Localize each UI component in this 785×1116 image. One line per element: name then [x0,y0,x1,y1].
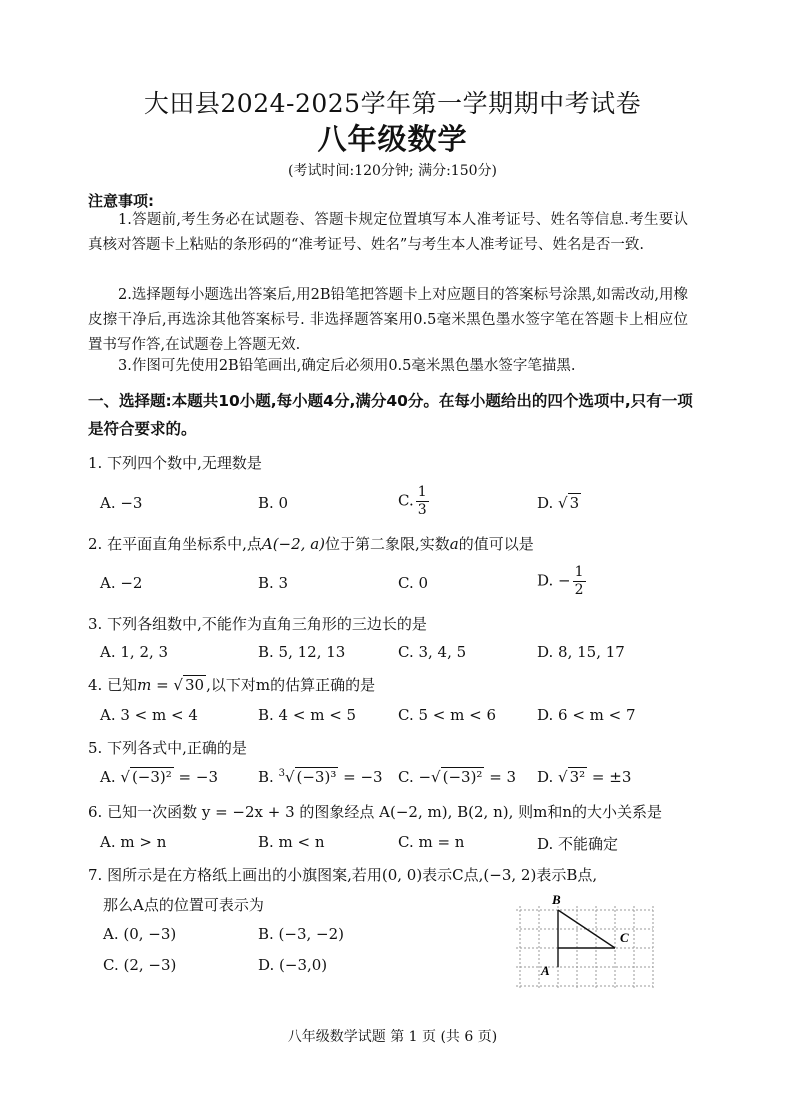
q2-option-d [537,564,586,599]
point-c-label: C [620,930,629,945]
q4-variable: m = [137,676,174,694]
exam-title: 大田县2024-2025学年第一学期期中考试卷 [143,89,642,118]
radicand: (−3)² [442,768,483,786]
fraction-numerator: 1 [574,564,584,580]
q6-option-a: A. m > n [100,833,167,851]
q2-option-b: B. 3 [258,574,289,592]
notice-item-1: 1.答题前,考生务必在试题卷、答题卡规定位置填写本人准考证号、姓名等信息.考生要认真核对答题卡上粘贴的条形码的“准考证号、姓名”与考生本人准考证号、姓名是否一致. [88,212,688,253]
radicand: 30 [184,676,205,694]
q2-option-c: C. 0 [398,574,429,592]
q6-option-b: B. m < n [258,833,325,851]
question-7-stem-line2: 那么A点的位置可表示为 [103,896,264,914]
q5-option-b-rhs: = −3 [338,768,383,786]
fraction-numerator: 1 [417,484,427,500]
q4-option-b: B. 4 < m < 5 [258,706,357,724]
q7-flag-grid-figure [508,890,658,995]
q2-option-d-fraction [573,564,586,599]
q6-option-c: C. m = n [398,833,465,851]
q3-option-d: D. 8, 15, 17 [537,643,625,661]
q5-option-a-prefix: A. [100,768,116,786]
q6-option-d: D. 不能确定 [537,835,619,853]
question-3-stem: 3. 下列各组数中,不能作为直角三角形的三边长的是 [88,615,427,633]
question-5-stem: 5. 下列各式中,正确的是 [88,739,247,757]
point-b-label: B [552,892,561,907]
q1-option-a: A. −3 [100,494,143,512]
q5-option-a: A. √ (−3)² = −3 [100,768,218,786]
page-footer: 八年级数学试题 第 1 页 (共 6 页) [287,1029,498,1045]
q3-option-b: B. 5, 12, 13 [258,643,346,661]
radicand: 3 [569,494,580,512]
q2-variable: a [449,535,459,553]
point-a-label: A [541,963,550,978]
q3-option-c: C. 3, 4, 5 [398,643,467,661]
q7-option-c: C. (2, −3) [103,956,177,974]
q2-option-a: A. −2 [100,574,143,592]
q4-option-d: D. 6 < m < 7 [537,706,636,724]
question-7-stem: 7. 图所示是在方格纸上画出的小旗图案,若用(0, 0)表示C点,(−3, 2)表示B点, [88,866,598,884]
q5-option-d: D. √ 3² = ±3 [537,768,632,786]
q1-option-c [398,484,429,519]
q7-option-b: B. (−3, −2) [258,925,345,943]
q4-option-c: C. 5 < m < 6 [398,706,496,724]
exam-subject: 八年级数学 [317,122,468,156]
root-index: 3 [278,768,285,779]
q2-point: A(−2, a) [261,535,325,553]
notice-heading: 注意事项: [88,192,154,210]
q2-stem-part: 的值可以是 [458,535,534,553]
question-2-stem [88,533,698,554]
radicand: (−3)³ [296,768,337,786]
q1-option-c-fraction [416,484,429,519]
radicand: 3² [569,768,586,786]
q1-option-b: B. 0 [258,494,289,512]
section-1-heading: 一、选择题:本题共10小题,每小题4分,满分40分。在每小题给出的四个选项中,只有一项是符合要求的。 [88,392,693,438]
flag-shape [558,910,615,967]
q5-option-b: B. $^3$√ (−3)³ = −3 [258,768,383,786]
notice-item-2: 2.选择题每小题选出答案后,用2B铅笔把答题卡上对应题目的答案标号涂黑,如需改动,用橡皮擦干净后,再选涂其他答案标号. 非选择题答案用0.5毫米黑色墨水签字笔在答题卡上相应位置书写作答,在试题卷上答题无效. [88,287,688,353]
q4-option-a: A. 3 < m < 4 [100,706,198,724]
question-6-stem: 6. 已知一次函数 y = −2x + 3 的图象经点 A(−2, m), B(2, n), 则m和n的大小关系是 [88,803,663,821]
q2-stem-part: 2. 在平面直角坐标系中,点 [88,535,262,553]
q5-option-c-prefix: C. − [398,768,432,786]
fraction-denominator: 3 [417,502,427,518]
q1-option-d-prefix: D. [537,494,554,512]
notice-item-3: 3.作图可先使用2B铅笔画出,确定后必须用0.5毫米黑色墨水签字笔描黑. [118,358,576,374]
q5-option-d-rhs: = ±3 [587,768,632,786]
q3-option-a: A. 1, 2, 3 [100,643,169,661]
q4-stem-part: ,以下对m的估算正确的是 [206,676,376,694]
q5-option-b-prefix: B. [258,768,274,786]
q2-option-d-prefix: D. − [537,571,571,590]
flag-hypotenuse [558,910,615,948]
q1-option-d: D. √ 3 [537,494,580,512]
question-1-stem: 1. 下列四个数中,无理数是 [88,454,262,472]
question-4-stem: 4. 已知m = √ 30 ,以下对m的估算正确的是 [88,676,376,694]
q4-stem-part: 4. 已知 [88,676,138,694]
fraction-denominator: 2 [574,582,584,598]
radicand: (−3)² [131,768,172,786]
q5-option-a-rhs: = −3 [173,768,218,786]
q1-option-c-prefix: C. [398,491,414,510]
exam-info: (考试时间:120分钟; 满分:150分) [288,163,497,179]
q5-option-c-rhs: = 3 [484,768,517,786]
q7-option-a: A. (0, −3) [103,925,177,943]
q5-option-c: C. −√ (−3)² = 3 [398,768,517,786]
q2-stem-part: 位于第二象限,实数 [325,535,450,553]
q5-option-d-prefix: D. [537,768,554,786]
q7-option-d: D. (−3,0) [258,956,328,974]
